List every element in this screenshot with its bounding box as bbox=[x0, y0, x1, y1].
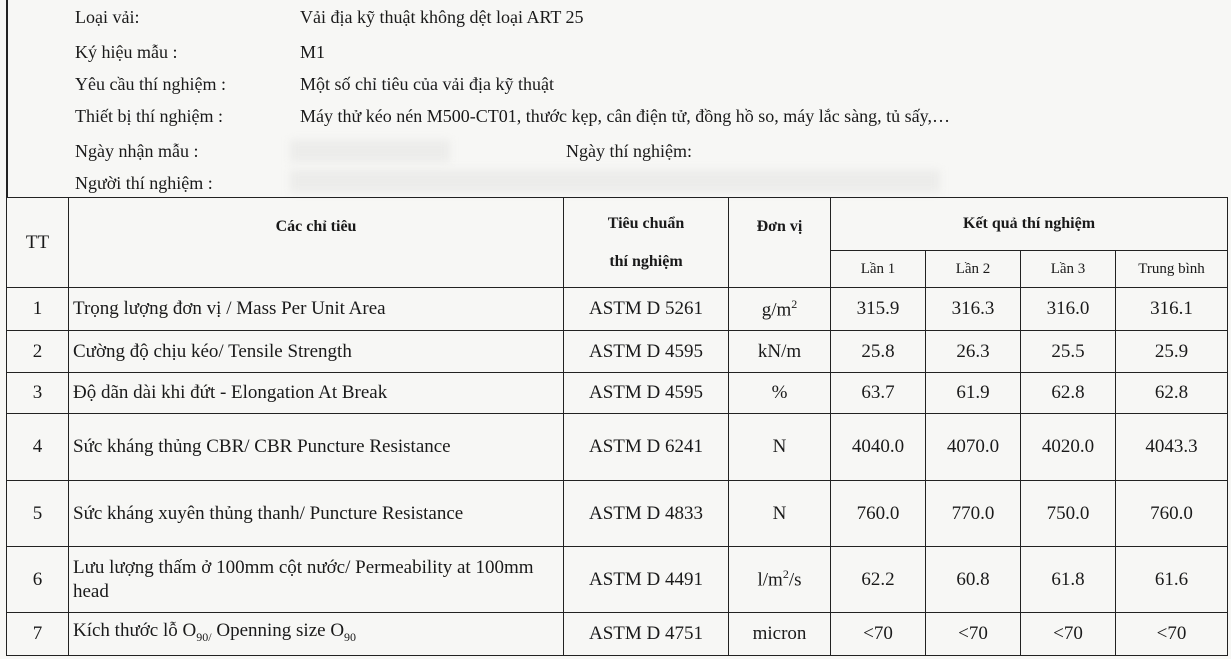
row-number: 1 bbox=[7, 288, 69, 331]
row-number: 7 bbox=[7, 613, 69, 656]
result-run-1: 4040.0 bbox=[831, 414, 926, 481]
result-run-1: 63.7 bbox=[831, 373, 926, 414]
result-average: 4043.3 bbox=[1116, 414, 1228, 481]
criterion: Cường độ chịu kéo/ Tensile Strength bbox=[69, 331, 564, 373]
header-tt: TT bbox=[7, 198, 69, 288]
header-standard-line2: thí nghiệm bbox=[609, 252, 683, 270]
result-run-2: 316.3 bbox=[926, 288, 1021, 331]
row-number: 6 bbox=[7, 547, 69, 613]
row-number: 2 bbox=[7, 331, 69, 373]
header-average: Trung bình bbox=[1116, 251, 1228, 288]
test-standard: ASTM D 6241 bbox=[564, 414, 729, 481]
result-run-1: 25.8 bbox=[831, 331, 926, 373]
result-average: 62.8 bbox=[1116, 373, 1228, 414]
result-average: 760.0 bbox=[1116, 481, 1228, 547]
label-test-date: Ngày thí nghiệm: bbox=[566, 141, 692, 161]
result-average: 25.9 bbox=[1116, 331, 1228, 373]
header-unit: Đơn vị bbox=[729, 198, 831, 288]
label-test-equipment: Thiết bị thí nghiệm : bbox=[75, 106, 223, 126]
redacted-tester bbox=[290, 170, 940, 192]
result-run-2: 770.0 bbox=[926, 481, 1021, 547]
criterion-subscript: 90 bbox=[344, 629, 357, 644]
value-test-requirement: Một số chỉ tiêu của vải địa kỹ thuật bbox=[300, 74, 554, 94]
value-fabric-type: Vải địa kỹ thuật không dệt loại ART 25 bbox=[300, 7, 584, 27]
header-run-2: Lần 2 bbox=[926, 251, 1021, 288]
header-standard bbox=[564, 198, 729, 288]
label-tester: Người thí nghiệm : bbox=[75, 173, 213, 193]
result-run-3: 750.0 bbox=[1021, 481, 1116, 547]
criterion: Trọng lượng đơn vị / Mass Per Unit Area bbox=[69, 288, 564, 331]
table-row bbox=[7, 613, 1228, 656]
redacted-receive-date bbox=[290, 140, 450, 162]
results-table bbox=[6, 197, 1228, 656]
result-run-1: 315.9 bbox=[831, 288, 926, 331]
result-run-2: 60.8 bbox=[926, 547, 1021, 613]
unit-tail: /s bbox=[788, 569, 802, 591]
test-standard: ASTM D 4833 bbox=[564, 481, 729, 547]
test-standard: ASTM D 5261 bbox=[564, 288, 729, 331]
unit: micron bbox=[729, 613, 831, 656]
value-test-equipment: Máy thử kéo nén M500-CT01, thước kẹp, cân điện tử, đồng hồ so, máy lắc sàng, tủ sấy,… bbox=[300, 106, 951, 126]
result-average: 316.1 bbox=[1116, 288, 1228, 331]
header-results: Kết quả thí nghiệm bbox=[831, 198, 1228, 251]
result-run-3: 316.0 bbox=[1021, 288, 1116, 331]
criterion: Sức kháng xuyên thủng thanh/ Puncture Resistance bbox=[69, 481, 564, 547]
criterion-subscript: 90/ bbox=[196, 629, 212, 644]
unit: N bbox=[729, 414, 831, 481]
result-average: 61.6 bbox=[1116, 547, 1228, 613]
unit: % bbox=[729, 373, 831, 414]
label-receive-date: Ngày nhận mẫu : bbox=[75, 141, 199, 161]
criterion-part: Kích thước lỗ O bbox=[73, 620, 197, 642]
unit bbox=[729, 547, 831, 613]
header-criteria: Các chỉ tiêu bbox=[69, 198, 564, 288]
unit-base: g/m bbox=[761, 299, 792, 321]
label-fabric-type: Loại vải: bbox=[75, 7, 140, 27]
result-run-2: 4070.0 bbox=[926, 414, 1021, 481]
result-run-3: 61.8 bbox=[1021, 547, 1116, 613]
test-standard: ASTM D 4595 bbox=[564, 331, 729, 373]
result-run-2: <70 bbox=[926, 613, 1021, 656]
header-standard-line1: Tiêu chuẩn bbox=[607, 214, 685, 232]
label-sample-code: Ký hiệu mẫu : bbox=[75, 42, 178, 62]
table-row bbox=[7, 373, 1228, 414]
result-run-2: 26.3 bbox=[926, 331, 1021, 373]
row-number: 4 bbox=[7, 414, 69, 481]
row-number: 3 bbox=[7, 373, 69, 414]
unit-base: l/m bbox=[757, 569, 783, 591]
unit bbox=[729, 288, 831, 331]
criterion bbox=[69, 613, 564, 656]
result-run-1: <70 bbox=[831, 613, 926, 656]
unit-exponent: 2 bbox=[782, 567, 789, 582]
criterion: Lưu lượng thấm ở 100mm cột nước/ Permeability at 100mm head bbox=[69, 547, 564, 613]
table-row bbox=[7, 547, 1228, 613]
unit: kN/m bbox=[729, 331, 831, 373]
label-test-requirement: Yêu cầu thí nghiệm : bbox=[75, 74, 226, 94]
table-row bbox=[7, 481, 1228, 547]
criterion: Sức kháng thủng CBR/ CBR Puncture Resistance bbox=[69, 414, 564, 481]
criterion: Độ dãn dài khi đứt - Elongation At Break bbox=[69, 373, 564, 414]
table-row bbox=[7, 331, 1228, 373]
unit: N bbox=[729, 481, 831, 547]
unit-exponent: 2 bbox=[791, 296, 798, 311]
test-standard: ASTM D 4751 bbox=[564, 613, 729, 656]
result-run-3: 62.8 bbox=[1021, 373, 1116, 414]
result-run-3: 25.5 bbox=[1021, 331, 1116, 373]
table-row bbox=[7, 288, 1228, 331]
result-run-2: 61.9 bbox=[926, 373, 1021, 414]
test-standard: ASTM D 4595 bbox=[564, 373, 729, 414]
result-run-3: 4020.0 bbox=[1021, 414, 1116, 481]
result-average: <70 bbox=[1116, 613, 1228, 656]
test-standard: ASTM D 4491 bbox=[564, 547, 729, 613]
row-number: 5 bbox=[7, 481, 69, 547]
table-row bbox=[7, 414, 1228, 481]
result-run-3: <70 bbox=[1021, 613, 1116, 656]
header-run-1: Lần 1 bbox=[831, 251, 926, 288]
result-run-1: 62.2 bbox=[831, 547, 926, 613]
header-run-3: Lần 3 bbox=[1021, 251, 1116, 288]
page-border-left bbox=[6, 0, 8, 198]
value-sample-code: M1 bbox=[300, 42, 326, 62]
result-run-1: 760.0 bbox=[831, 481, 926, 547]
criterion-part: Openning size O bbox=[211, 620, 345, 642]
